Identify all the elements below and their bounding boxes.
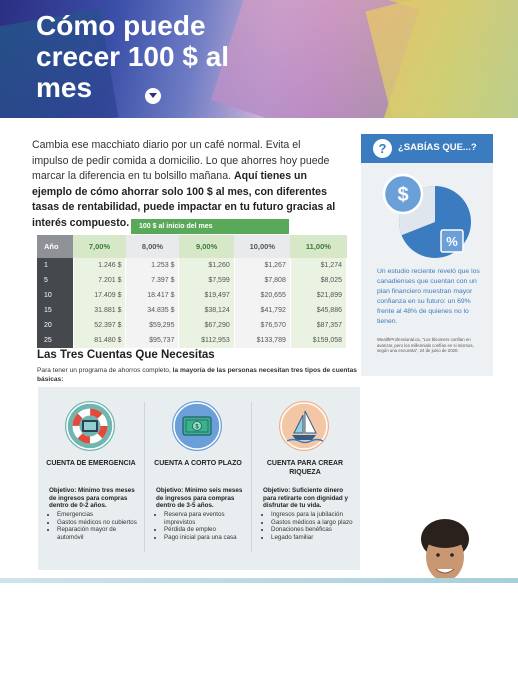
money-icon	[172, 401, 222, 451]
chevron-down-icon[interactable]	[145, 88, 161, 104]
footer-band	[0, 578, 518, 583]
list-item: • Emergencias	[57, 511, 143, 519]
account-list	[263, 511, 357, 541]
svg-text:$: $	[195, 424, 199, 431]
value-cell: 52.397 $	[73, 318, 126, 333]
col-header-rate: 9,00%	[179, 235, 234, 258]
value-cell: $41,792	[234, 303, 290, 318]
table-row	[37, 288, 347, 303]
value-cell: $7,599	[179, 273, 234, 288]
account-title: CUENTA PARA CREAR RIQUEZA	[266, 460, 344, 476]
account-objective: Objetivo: Suficiente dinero para retirarte con dignidad y disfrutar de tu vida.	[263, 487, 349, 509]
value-cell: 17.409 $	[73, 288, 126, 303]
value-cell: $45,886	[290, 303, 346, 318]
account-card-short-term	[146, 387, 250, 570]
year-cell: 10	[37, 288, 73, 303]
value-cell: 1.253 $	[126, 258, 179, 273]
list-item: • Reparación mayor de automóvil	[57, 526, 143, 541]
intro-bold: Aquí tienes un ejemplo de cómo ahorrar solo 100 $ al mes, con diferentes tasas de rentabilidad, puede impactar en tu futuro gracias al interés compuesto.	[32, 170, 336, 229]
year-cell: 20	[37, 318, 73, 333]
pie-chart-illustration	[373, 172, 483, 264]
value-cell: $19,497	[179, 288, 234, 303]
value-cell: $20,655	[234, 288, 290, 303]
list-item: • Legado familiar	[271, 534, 357, 542]
page-title: Cómo puede crecer 100 $ al mes	[36, 10, 230, 103]
life-preserver-icon	[65, 401, 115, 451]
account-list	[156, 511, 250, 541]
table-row	[37, 333, 347, 348]
col-header-year: Año	[37, 235, 73, 258]
account-objective: Objetivo: Mínimo tres meses de ingresos para compras dentro de 0-2 años.	[49, 487, 135, 509]
account-title: CUENTA DE EMERGENCIA	[46, 460, 136, 467]
table-row	[37, 273, 347, 288]
value-cell: $133,789	[234, 333, 290, 348]
question-icon: ?	[373, 139, 392, 158]
value-cell: 34.835 $	[126, 303, 179, 318]
table-row	[37, 303, 347, 318]
accounts-section-title: Las Tres Cuentas Que Necesitas	[37, 349, 215, 361]
col-header-rate: 7,00%	[73, 235, 126, 258]
sidebar-fact: Un estudio reciente reveló que los canadienses que cuentan con un plan financiero muestran mayor confianza en su futuro: un 69% frente al 48% de quienes no lo tienen.	[377, 268, 480, 325]
account-objective: Objetivo: Mínimo seis meses de ingresos para compras dentro de 3-5 años.	[156, 487, 243, 509]
accounts-panel	[38, 387, 360, 570]
subtitle-plain: Para tener un programa de ahorros completo,	[37, 367, 173, 374]
intro-text: Cambia ese macchiato diario por un café normal. Evita el impulso de pedir comida a domicilio. Lo que ahorres hoy puede marcar la diferencia en tu bolsillo mañana.	[32, 139, 330, 182]
value-cell: $7,808	[234, 273, 290, 288]
sailboat-icon	[279, 401, 329, 451]
col-header-rate: 11,00%	[290, 235, 346, 258]
value-cell: 18.417 $	[126, 288, 179, 303]
list-item: • Gastos médicos no cubiertos	[57, 519, 143, 527]
list-item: • Gastos médicos a largo plazo	[271, 519, 357, 527]
value-cell: 1.246 $	[73, 258, 126, 273]
column-divider	[144, 402, 145, 552]
list-item: • Reserva para eventos imprevistos	[164, 511, 250, 526]
sidebar-source: WealthProfessional.ca, "Los bloomers confían en avanzar, pero los millennials confían en si mismos, según una encuesta", 24 de junio de 2020.	[377, 337, 474, 353]
banknote-image	[365, 0, 518, 118]
account-card-emergency	[39, 387, 143, 570]
accounts-section-subtitle	[37, 366, 357, 384]
col-header-rate: 10,00%	[234, 235, 290, 258]
value-cell: $67,290	[179, 318, 234, 333]
table-banner: 100 $ al inicio del mes	[131, 219, 289, 234]
value-cell: 31.881 $	[73, 303, 126, 318]
value-cell: $87,357	[290, 318, 346, 333]
sidebar-header	[361, 134, 493, 163]
value-cell: $38,124	[179, 303, 234, 318]
col-header-rate: 8,00%	[126, 235, 179, 258]
value-cell: $21,899	[290, 288, 346, 303]
value-cell: $1,267	[234, 258, 290, 273]
account-card-wealth	[253, 387, 357, 570]
sidebar-title: ¿SABÍAS QUE...?	[398, 142, 477, 153]
list-item: • Pago inicial para una casa	[164, 534, 250, 542]
list-item: • Pérdida de empleo	[164, 526, 250, 534]
value-cell: $76,570	[234, 318, 290, 333]
year-cell: 25	[37, 333, 73, 348]
list-item: • Donaciones benéficas	[271, 526, 357, 534]
person-photo	[416, 517, 474, 585]
year-cell: 5	[37, 273, 73, 288]
year-cell: 15	[37, 303, 73, 318]
did-you-know-sidebar	[361, 134, 493, 376]
value-cell: $159,058	[290, 333, 346, 348]
svg-text:%: %	[446, 234, 458, 249]
growth-table	[37, 235, 347, 348]
hero-banner	[0, 0, 518, 118]
table-row	[37, 258, 347, 273]
value-cell: $1,274	[290, 258, 346, 273]
value-cell: 81.480 $	[73, 333, 126, 348]
value-cell: $8,025	[290, 273, 346, 288]
value-cell: $95,737	[126, 333, 179, 348]
value-cell: $59,295	[126, 318, 179, 333]
table-header-row	[37, 235, 347, 258]
svg-text:$: $	[397, 184, 409, 206]
value-cell: $1,260	[179, 258, 234, 273]
account-title: CUENTA A CORTO PLAZO	[154, 460, 242, 467]
column-divider	[251, 402, 252, 552]
year-cell: 1	[37, 258, 73, 273]
account-list	[49, 511, 143, 541]
table-row	[37, 318, 347, 333]
subtitle-bold: la mayoría de las personas necesitan tres tipos de cuentas básicas:	[37, 367, 357, 383]
value-cell: 7.201 $	[73, 273, 126, 288]
value-cell: 7.397 $	[126, 273, 179, 288]
value-cell: $112,953	[179, 333, 234, 348]
list-item: • Ingresos para la jubilación	[271, 511, 357, 519]
intro-paragraph	[32, 138, 337, 231]
